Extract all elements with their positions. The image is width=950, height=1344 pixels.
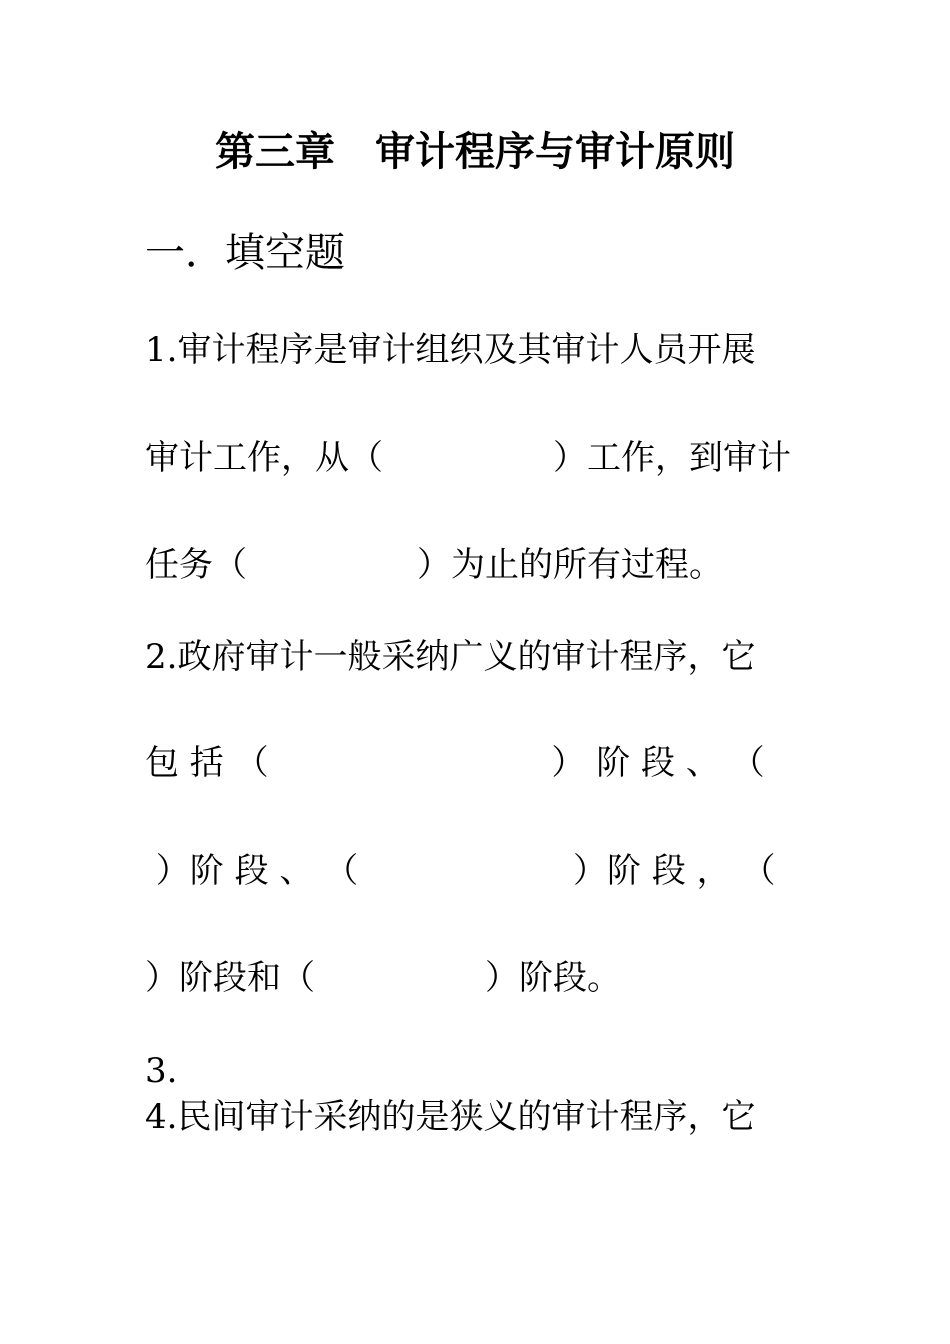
question-2-line-4: ）阶段和（ ）阶段。 [145,958,621,998]
question-2-line-2: 包 括 （ ） 阶 段 、 （ [145,743,765,783]
question-1-line-2: 审计工作，从（ ）工作，到审计 [145,438,791,478]
question-1-line-3: 任务（ ）为止的所有过程。 [145,545,723,585]
question-1-line-1: 1.审计程序是审计组织及其审计人员开展 [145,330,756,370]
chapter-title: 第三章 审计程序与审计原则 [215,128,735,175]
question-2-line-1: 2.政府审计一般采纳广义的审计程序，它 [145,637,756,677]
question-2-line-3: ）阶 段 、 （ ）阶 段 ， （ [145,851,776,891]
question-3-number: 3. [145,1051,178,1091]
section-heading-fill-in-blank: 一．填空题 [145,230,345,276]
question-4-line-1: 4.民间审计采纳的是狭义的审计程序，它 [145,1097,756,1137]
